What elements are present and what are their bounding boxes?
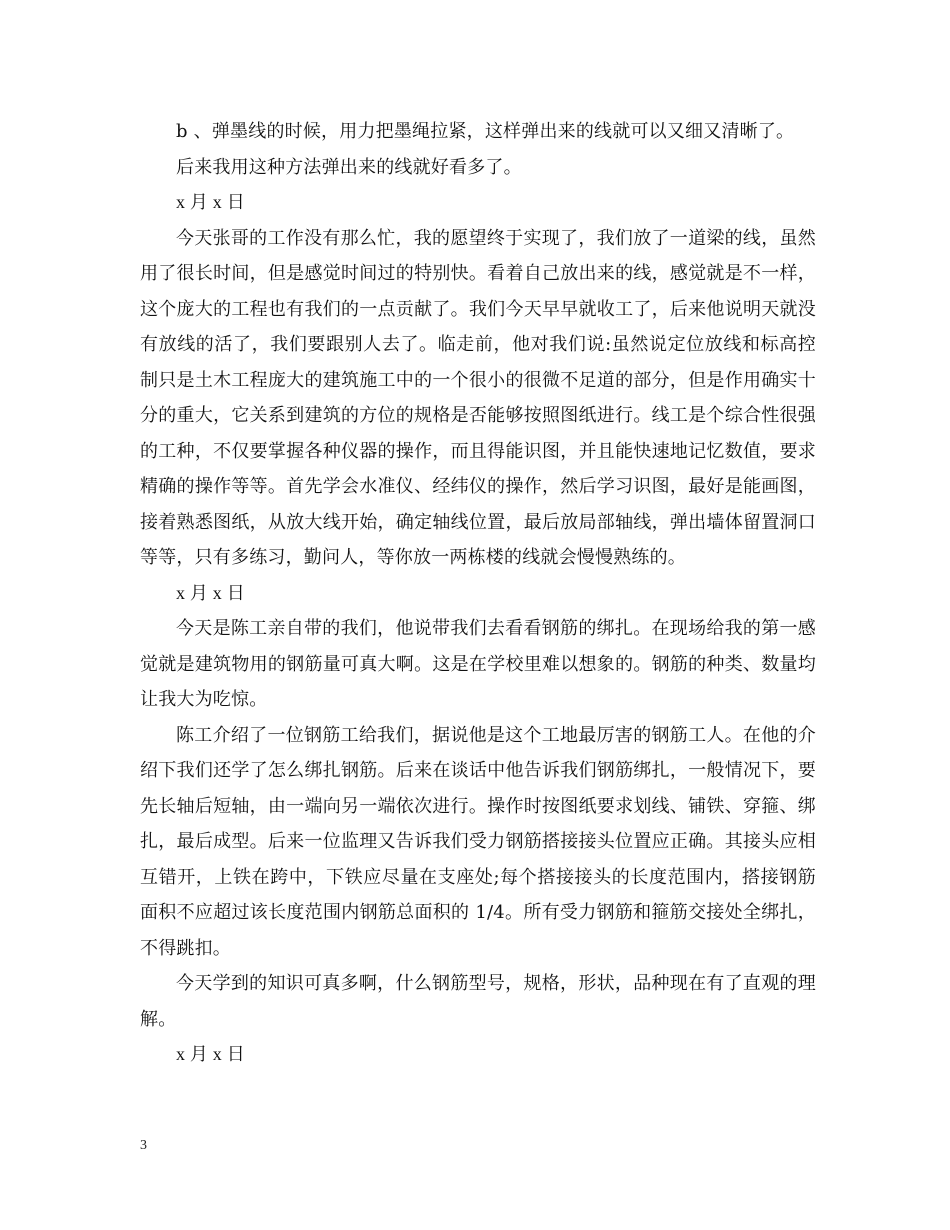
paragraph: 后来我用这种方法弹出来的线就好看多了。 — [176, 156, 522, 178]
paragraph: 今天张哥的工作没有那么忙，我的愿望终于实现了，我们放了一道梁的线，虽然用了很长时间，但是感觉时间过的特别快。看着自己放出来的线，感觉就是不一样，这个庞大的工程也有我们的一点贡献了。我们今天早早就收工了，后来他说明天就没有放线的活了，我们要跟别人去了。临走前，他对我们说:虽然说定位放线和标高控制只是土木工程庞大的建筑施工中的一个很小的很微不足道的部分，但是作用确实十分的重大，它关系到建筑的方位的规格是否能够按照图纸进行。线工是个综合性很强的工种，不仅要掌握各种仪器的操作，而且得能识图，并且能快速地记忆数值，要求精确的操作等等。首先学会水准仪、经纬仪的操作，然后学习识图，最好是能画图，接着熟悉图纸，从放大线开始，确定轴线位置，最后放局部轴线，弹出墙体留置洞口等等，只有多练习，勤问人，等你放一两栋楼的线就会慢慢熟练的。 — [140, 227, 816, 568]
date-heading: x 月 x 日 — [176, 192, 245, 212]
paragraph: 今天是陈工亲自带的我们，他说带我们去看看钢筋的绑扎。在现场给我的第一感觉就是建筑物用的钢筋量可真大啊。这是在学校里难以想象的。钢筋的种类、数量均让我大为吃惊。 — [140, 618, 816, 710]
document-body — [140, 114, 816, 1073]
paragraph: 今天学到的知识可真多啊，什么钢筋型号，规格，形状，品种现在有了直观的理解。 — [140, 973, 816, 1030]
paragraph: 陈工介绍了一位钢筋工给我们，据说他是这个工地最厉害的钢筋工人。在他的介绍下我们还学了怎么绑扎钢筋。后来在谈话中他告诉我们钢筋绑扎，一般情况下，要先长轴后短轴，由一端向另一端依次进行。操作时按图纸要求划线、铺铁、穿箍、绑扎，最后成型。后来一位监理又告诉我们受力钢筋搭接接头位置应正确。其接头应相互错开，上铁在跨中，下铁应尽量在支座处;每个搭接接头的长度范围内，搭接钢筋面积不应超过该长度范围内钢筋总面积的 1/4。所有受力钢筋和箍筋交接处全绑扎，不得跳扣。 — [140, 724, 816, 959]
paragraph: b 、弹墨线的时候，用力把墨绳拉紧，这样弹出来的线就可以又细又清晰了。 — [176, 121, 795, 142]
date-heading: x 月 x 日 — [176, 1044, 245, 1064]
date-heading: x 月 x 日 — [176, 582, 245, 603]
page-number: 3 — [140, 1138, 147, 1153]
